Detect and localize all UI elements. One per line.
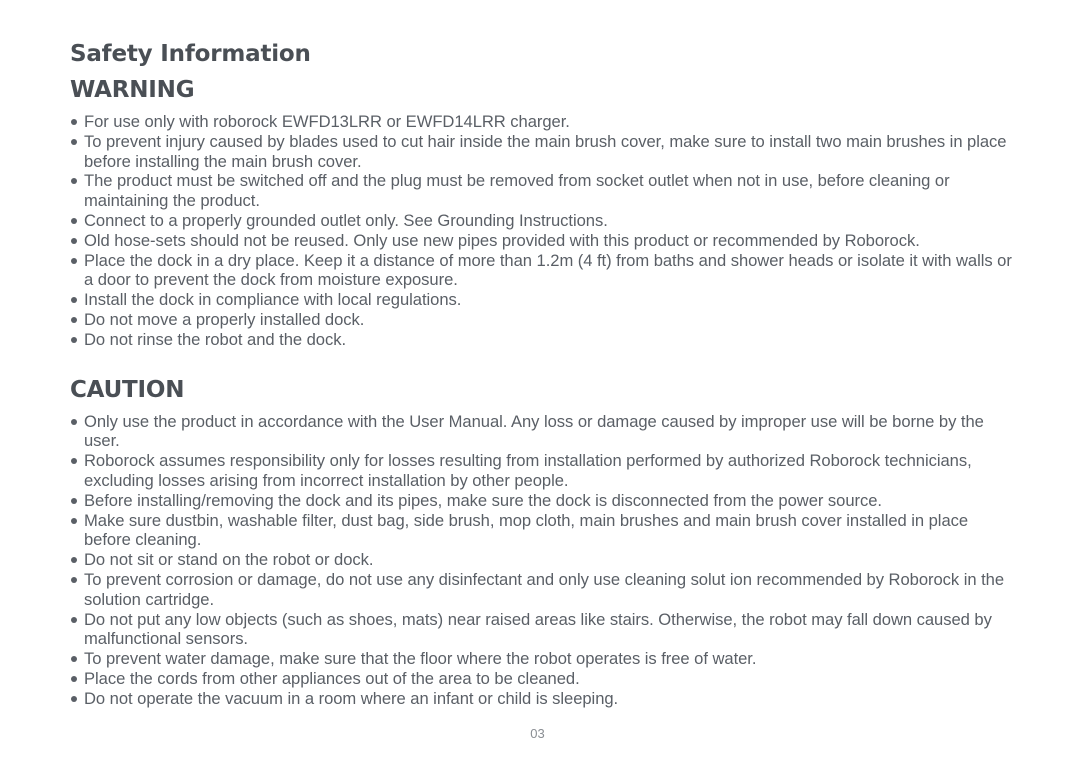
caution-list	[70, 412, 1015, 709]
warning-item-text: To prevent injury caused by blades used to cut hair inside the main brush cover, make sure to install two main brushes in place before installing the main brush cover.	[84, 131, 1007, 171]
caution-item-text: Roborock assumes responsibility only for losses resulting from installation performed by authorized Roborock technicians, excluding losses arising from incorrect installation by other people.	[84, 451, 972, 490]
warning-item	[70, 132, 1015, 172]
bullet-icon	[71, 238, 77, 244]
warning-item	[70, 171, 1015, 211]
warning-item	[70, 290, 1015, 310]
bullet-icon	[71, 498, 77, 504]
caution-item	[70, 511, 1015, 551]
caution-item	[70, 491, 1015, 511]
caution-item	[70, 689, 1015, 709]
caution-item	[70, 550, 1015, 570]
bullet-icon	[71, 617, 77, 623]
warning-item	[70, 211, 1015, 231]
page-number: 03	[530, 726, 545, 741]
caution-item-text: Place the cords from other appliances out of the area to be cleaned.	[84, 668, 580, 688]
caution-item-text: Do not sit or stand on the robot or dock.	[84, 550, 374, 570]
bullet-icon	[71, 656, 77, 662]
warning-item	[70, 330, 1015, 350]
bullet-icon	[71, 297, 77, 303]
caution-item	[70, 649, 1015, 669]
bullet-icon	[71, 218, 77, 224]
page-title: Safety Information	[70, 41, 311, 67]
warning-item	[70, 251, 1015, 291]
caution-item	[70, 610, 1015, 650]
warning-item-text: Install the dock in compliance with local regulations.	[84, 290, 462, 310]
caution-heading: CAUTION	[70, 376, 185, 403]
caution-item-text: Do not put any low objects (such as shoes, mats) near raised areas like stairs. Otherwise, the robot may fall down caused by malfunctional sensors.	[84, 609, 992, 649]
bullet-icon	[71, 676, 77, 682]
bullet-icon	[71, 337, 77, 343]
bullet-icon	[71, 139, 77, 145]
bullet-icon	[71, 577, 77, 583]
warning-item-text: Do not rinse the robot and the dock.	[84, 329, 347, 349]
bullet-icon	[71, 258, 77, 264]
caution-item-text: To prevent corrosion or damage, do not use any disinfectant and only use cleaning solut ion recommended by Roborock in the solution cartridge.	[84, 569, 1005, 609]
warning-item-text: Place the dock in a dry place. Keep it a distance of more than 1.2m (4 ft) from baths and shower heads or isolate it with walls or a door to prevent the dock from moisture exposure.	[84, 250, 1012, 290]
caution-item-text: Make sure dustbin, washable filter, dust bag, side brush, mop cloth, main brushes and main brush cover installed in place before cleaning.	[84, 510, 969, 550]
caution-item	[70, 451, 1015, 491]
bullet-icon	[71, 557, 77, 563]
document-page	[70, 38, 1015, 709]
warning-item-text: Do not move a properly installed dock.	[84, 309, 365, 329]
warning-heading: WARNING	[70, 77, 195, 103]
caution-item	[70, 669, 1015, 689]
warning-item-text: Connect to a properly grounded outlet only. See Grounding Instructions.	[84, 210, 608, 230]
warning-item-text: Old hose-sets should not be reused. Only use new pipes provided with this product or recommended by Roborock.	[84, 230, 920, 250]
bullet-icon	[71, 317, 77, 323]
bullet-icon	[71, 518, 77, 524]
bullet-icon	[71, 696, 77, 702]
caution-item	[70, 412, 1015, 452]
caution-item	[70, 570, 1015, 610]
caution-item-text: Do not operate the vacuum in a room where an infant or child is sleeping.	[84, 688, 619, 708]
bullet-icon	[71, 178, 77, 184]
warning-item	[70, 310, 1015, 330]
warning-list	[70, 112, 1015, 350]
bullet-icon	[71, 419, 77, 425]
bullet-icon	[71, 458, 77, 464]
bullet-icon	[71, 119, 77, 125]
caution-item-text: Before installing/removing the dock and its pipes, make sure the dock is disconnected from the power source.	[84, 490, 882, 510]
warning-item-text: For use only with roborock EWFD13LRR or EWFD14LRR charger.	[84, 112, 570, 131]
caution-item-text: To prevent water damage, make sure that the floor where the robot operates is free of water.	[84, 649, 757, 669]
caution-item-text: Only use the product in accordance with the User Manual. Any loss or damage caused by improper use will be borne by the user.	[84, 411, 984, 451]
warning-item	[70, 112, 1015, 132]
warning-item	[70, 231, 1015, 251]
warning-item-text: The product must be switched off and the plug must be removed from socket outlet when not in use, before cleaning or maintaining the product.	[84, 171, 950, 211]
